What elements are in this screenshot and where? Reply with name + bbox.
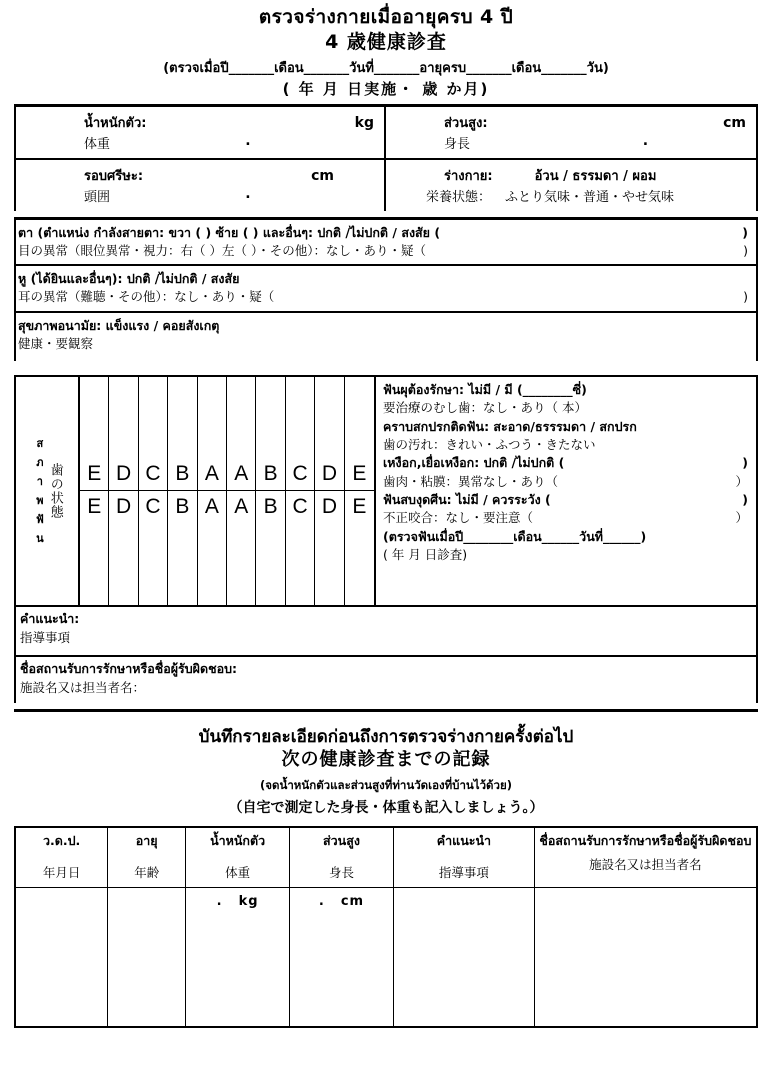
weight-decimal-dot: . (245, 133, 251, 150)
cell-facility[interactable] (534, 887, 757, 1027)
weight-label-thai: น้ำหนักตัว: (84, 116, 147, 132)
dental-finding-label: ฟันสบงุดศีน: ไม่มี / ควรระวัง ( (383, 492, 551, 508)
body-type-label-thai: ร่างกาย: (444, 169, 493, 185)
cell-weight[interactable] (186, 887, 290, 1027)
exam-date-line-japanese: ( 年 月 日実施・ 歳 か月) (282, 80, 490, 99)
column-header-facility-thai: ชื่อสถานรับการรักษาหรือชื่อผู้รับผิดชอบ (539, 833, 752, 849)
body-type-cell (386, 160, 756, 211)
dental-finding-label: 要治療のむし歯：なし・あり（ 本） (383, 400, 587, 416)
height-unit: cm (723, 115, 746, 132)
column-header-weight-japanese: 体重 (225, 864, 251, 880)
body-type-options-japanese: ふとり気味・普通・やせ気味 (505, 190, 675, 206)
health-label-thai: สุขภาพอนามัย: แข็งแรง / คอยสังเกตุ (18, 317, 220, 333)
column-header-height (290, 827, 394, 887)
column-header-guidance-thai: คำแนะนำ (436, 833, 492, 849)
column-header-height-japanese: 身長 (328, 864, 354, 880)
tooth-cell[interactable]: C (286, 491, 315, 605)
head-label-japanese: 頭囲 (84, 190, 111, 206)
dental-finding-tail: ） (735, 473, 748, 489)
tooth-cell[interactable]: C (139, 491, 168, 605)
cell-date[interactable] (15, 887, 108, 1027)
dental-finding-label: 不正咬合：なし・要注意（ (383, 510, 534, 526)
teeth-row-upper (80, 377, 374, 492)
body-type-label-japanese: 栄養状態： (426, 190, 492, 206)
ear-label-japanese: 耳の異常（難聴・その他）：なし・あり・疑（ (18, 289, 275, 305)
section2-title-thai: บันทึกรายละเอียดก่อนถึงการตรวจร่างกายครั้งต่อไป (198, 726, 574, 747)
form-header (14, 0, 758, 98)
section2-header (14, 712, 758, 817)
tooth-cell[interactable]: B (168, 377, 197, 491)
head-decimal-dot: . (245, 186, 251, 203)
dental-finding-tail (748, 381, 752, 399)
tooth-cell[interactable]: E (352, 462, 367, 486)
tooth-cell[interactable]: D (315, 377, 344, 491)
measurement-table-row-2 (14, 160, 758, 211)
weight-unit: kg (354, 115, 374, 132)
eye-exam-row (14, 220, 758, 264)
height-cell (386, 107, 756, 158)
guidance-row (14, 607, 758, 655)
weight-cell-dot: . (216, 893, 223, 909)
height-label-japanese: 身長 (444, 137, 471, 153)
dental-findings-list (376, 377, 756, 605)
height-label-thai: ส่วนสูง: (444, 116, 488, 132)
head-unit: cm (311, 168, 334, 185)
ear-close-paren-japanese: ) (743, 289, 748, 305)
teeth-grid (80, 377, 374, 605)
tooth-cell[interactable]: C (139, 377, 168, 491)
ear-label-thai: หู (ได้ยินและอื่นๆ): ปกติ /ไม่ปกติ / สงสัย (18, 271, 240, 287)
cell-guidance[interactable] (393, 887, 534, 1027)
section2-note-japanese: （自宅で測定した身長・体重も記入しましょう。） (228, 800, 544, 817)
eye-label-japanese: 目の異常（眼位異常・視力：右（ ）左（ ）・その他）：なし・あり・疑（ (18, 243, 426, 259)
dental-chart (16, 377, 376, 605)
column-header-age (108, 827, 186, 887)
tooth-cell[interactable]: E (352, 495, 367, 519)
dental-finding-label: 歯の汚れ：きれい・ふつう・きたない (383, 436, 596, 452)
tooth-cell[interactable]: B (256, 377, 285, 491)
spacer-before-dental (14, 361, 758, 375)
guidance-label-thai: คำแนะนำ: (20, 610, 80, 626)
section2-title-japanese: 次の健康診査までの記録 (281, 748, 491, 770)
tooth-cell[interactable]: A (227, 377, 256, 491)
column-header-guidance (393, 827, 534, 887)
dental-finding-tail: ） (735, 510, 748, 526)
column-header-date-japanese: 年月日 (42, 864, 81, 880)
tooth-cell[interactable]: D (109, 377, 138, 491)
general-health-row (14, 313, 758, 361)
column-header-age-japanese: 年齢 (134, 864, 160, 880)
height-decimal-dot: . (642, 133, 649, 150)
tooth-cell[interactable]: A (198, 491, 227, 605)
dental-finding-tail (748, 546, 752, 564)
column-header-facility-japanese: 施設名又は担当者名 (589, 856, 702, 872)
page-title-thai: ตรวจร่างกายเมื่ออายุครบ 4 ปี (258, 6, 514, 28)
tooth-cell[interactable]: C (286, 377, 315, 491)
ear-exam-row (14, 266, 758, 310)
tooth-cell[interactable]: E (80, 491, 109, 605)
head-circumference-cell (16, 160, 386, 211)
dental-finding-tail (748, 418, 752, 436)
facility-label-thai: ชื่อสถานรับการรักษาหรือชื่อผู้รับผิดชอบ: (20, 660, 238, 676)
dental-label-thai: สภาพฟัน (32, 433, 46, 548)
column-header-age-thai: อายุ (135, 833, 158, 849)
height-cell-dot: . (318, 893, 325, 909)
table-row (15, 887, 757, 1027)
tooth-cell[interactable]: B (256, 491, 285, 605)
cell-height[interactable] (290, 887, 394, 1027)
facility-label-japanese: 施設名又は担当者名： (20, 679, 146, 695)
dental-finding-tail: ) (742, 455, 748, 471)
tooth-cell[interactable]: B (168, 491, 197, 605)
tooth-cell[interactable]: D (315, 491, 344, 605)
eye-close-paren-thai: ) (742, 225, 748, 241)
page-title-japanese: 4 歳健康診査 (325, 30, 447, 53)
dental-finding-label: เหงือก,เยื่อเหงือก: ปกติ /ไม่ปกติ ( (383, 455, 565, 471)
column-header-date-thai: ว.ด.ป. (42, 833, 81, 849)
cell-age[interactable] (108, 887, 186, 1027)
exam-date-line-thai: (ตรวจเมื่อปี_______เดือน_______วันที่_______อายุครบ_______เดือน_______วัน) (163, 61, 609, 77)
dental-label-japanese: 歯の状態 (47, 462, 63, 519)
record-table-header-row (15, 827, 757, 887)
weight-label-japanese: 体重 (84, 137, 111, 153)
tooth-cell[interactable]: A (227, 491, 256, 605)
column-header-guidance-japanese: 指導事項 (438, 864, 489, 880)
weight-cell-unit: kg (238, 893, 259, 909)
section2-note-thai: (จดน้ำหนักตัวและส่วนสูงที่ท่านวัดเองที่บ้านไว้ด้วย) (260, 778, 512, 793)
column-header-weight-thai: น้ำหนักตัว (210, 833, 266, 849)
dental-finding-label: 歯肉・粘膜：異常なし・あり（ (383, 473, 559, 489)
dental-finding-tail (748, 436, 752, 454)
facility-row (14, 657, 758, 703)
height-cell-unit: cm (340, 893, 365, 909)
teeth-row-lower (80, 491, 374, 605)
dental-chart-label (16, 377, 80, 605)
dental-finding-label: คราบสกปรกติดฟัน: สะอาด/ธรรรมดา / สกปรก (383, 418, 637, 434)
dental-finding-label: (ตรวจฟันเมื่อปี________เดือน______วันที่______) (383, 528, 647, 544)
column-header-weight (186, 827, 290, 887)
measurement-table-row-1 (14, 107, 758, 158)
dental-finding-label: ฟันผุต้องรักษา: ไม่มี / มี (________ซี่) (383, 381, 587, 397)
record-table (14, 826, 758, 1028)
column-header-date (15, 827, 108, 887)
dental-finding-tail: ) (742, 492, 748, 508)
dental-finding-tail (748, 528, 752, 546)
weight-cell (16, 107, 386, 158)
tooth-cell[interactable]: A (198, 377, 227, 491)
eye-label-thai: ตา (ตำแหน่ง กำลังสายตา: ขวา ( ) ซ้าย ( ) และอื่นๆ: ปกติ /ไม่ปกติ / สงสัย ( (18, 225, 441, 241)
guidance-label-japanese: 指導事項 (20, 629, 71, 645)
column-header-facility (534, 827, 757, 887)
tooth-cell[interactable]: E (80, 377, 109, 491)
head-label-thai: รอบศรีษะ: (84, 169, 144, 185)
column-header-height-thai: ส่วนสูง (323, 833, 360, 849)
dental-finding-label: ( 年 月 日診査) (383, 547, 468, 563)
tooth-cell[interactable]: D (109, 491, 138, 605)
eye-close-paren-japanese: ) (743, 243, 748, 259)
dental-status-block (14, 375, 758, 607)
health-label-japanese: 健康・要観察 (18, 335, 94, 351)
dental-finding-tail (748, 399, 752, 417)
body-type-options-thai: อ้วน / ธรรมดา / ผอม (534, 169, 657, 185)
